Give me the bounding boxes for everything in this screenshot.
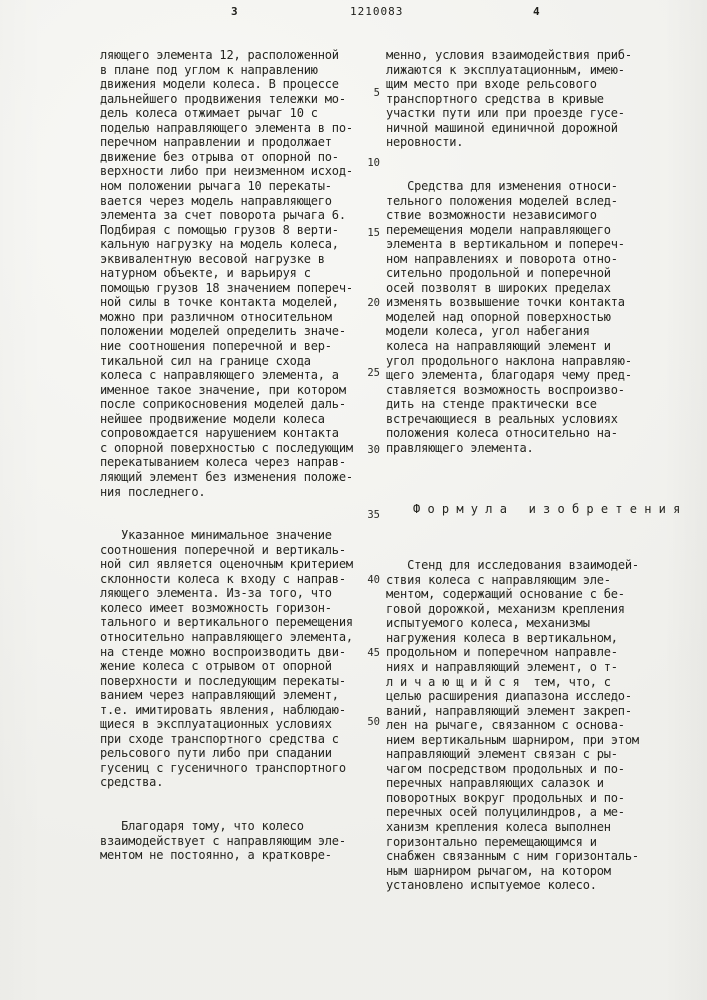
line-number: 20 xyxy=(367,297,380,309)
right-text-column xyxy=(386,19,681,922)
line-number: 40 xyxy=(367,574,380,586)
left-text-column xyxy=(100,19,378,892)
patent-number: 1210083 xyxy=(350,5,404,18)
line-number: 25 xyxy=(367,367,380,379)
line-number-gutter xyxy=(352,0,380,1000)
line-number: 50 xyxy=(367,716,380,728)
line-number: 5 xyxy=(373,87,380,99)
paragraph: Благодаря тому, что колесо взаимодействует с направляющим эле- ментом не постоянно, а кратковре- xyxy=(100,819,346,863)
paragraph: Стенд для исследования взаимодей- ствия колеса с направляющим эле- ментом, содержащий основание с бе- говой дорожкой, механизм крепления испытуемого колеса, механизмы нагружения колеса в вертикальном, продольном и поперечном направле- ниях и направляющий элемент, о т- л и ч а ю щ и й с я тем, что, с целью расширения диапазона исследо- ваний, направляющий элемент закреп- лен на рычаге, связанном с основа- нием вертикальным шарниром, при этом направляющий элемент связан с ры- чагом посредством продольных и по- перечных направляющих салазок и поворотных вокруг продольных и по- перечных осей полуцилиндров, а ме- ханизм крепления колеса выполнен горизонтально перемещающимся и снабжен связанным с ним горизонталь- ным шарниром рычагом, на котором установлено испытуемое колесо. xyxy=(386,558,639,893)
paragraph: Указанное минимальное значение соотношения поперечной и вертикаль- ной сил является оценочным критерием склонности колеса к входу с направ- ляющего элемента. Из-за того, что колесо имеет возможность горизон- тального и вертикального перемещения относительно направляющего элемента, на стенде можно воспроизводить дви- жение колеса с отрывом от опорной поверхности и последующим перекаты- ванием через направляющий элемент, т.е. имитировать явления, наблюдаю- щиеся в эксплуатационных условиях при сходе транспортного средства с рельсового пути либо при спадании гусениц с гусеничного транспортного средства. xyxy=(100,528,353,790)
paragraph: ляющего элемента 12, расположенной в плане под углом к направлению движения модели колеса. В процессе дальнейшего продвижения тележки мо- дель колеса отжимает рычаг 10 с поделью направляющего элемента в по- перечном направлении и продолжает движение без отрыва от опорной по- верхности либо при неизменном исход- ном положении рычага 10 перекаты- вается через модель направляющего элемента за счет поворота рычага 6. Подбирая с помощью грузов 8 верти- кальную нагрузку на модель колеса, эквивалентную весовой нагрузке в натурном объекте, и варьируя с помощью грузов 18 значением попереч- ной силы в точке контакта моделей, можно при различном относительном положении моделей определить значе- ние соотношения поперечной и вер- тикальной сил на границе схода колеса с направляющего элемента, а именное такое значение, при котором после соприкосновения моделей даль- нейшее продвижение модели колеса сопровождается нарушением контакта с опорной поверхностью с последующим перекатыванием колеса через направ- ляющий элемент без изменения положе- ния последнего. xyxy=(100,48,353,499)
line-number: 30 xyxy=(367,444,380,456)
line-number: 10 xyxy=(367,157,380,169)
line-number: 15 xyxy=(367,227,380,239)
line-number: 45 xyxy=(367,647,380,659)
page-number-right: 4 xyxy=(533,5,540,18)
line-number: 35 xyxy=(367,509,380,521)
page-number-left: 3 xyxy=(231,5,238,18)
formula-heading: Ф о р м у л а и з о б р е т е н и я xyxy=(413,501,681,516)
paragraph: менно, условия взаимодействия приб- лижаются к эксплуатационным, имею- щим место при входе рельсового транспортного средства в кривые участки пути или при проезде гусе- ничной машиной единичной дорожной неровности. xyxy=(386,48,632,150)
paragraph: Средства для изменения относи- тельного положения моделей вслед- ствие возможности независимого перемещения модели направляющего элемента в вертикальном и попереч- ном направлениях и поворота отно- сительно продольной и поперечной осей позволят в широких пределах изменять возвышение точки контакта моделей над опорной поверхностью модели колеса, угол набегания колеса на направляющий элемент и угол продольного наклона направляю- щего элемента, благодаря чему пред- ставляется возможность воспроизво- дить на стенде практически все встречающиеся в реальных условиях положения колеса относительно на- правляющего элемента. xyxy=(386,179,632,455)
